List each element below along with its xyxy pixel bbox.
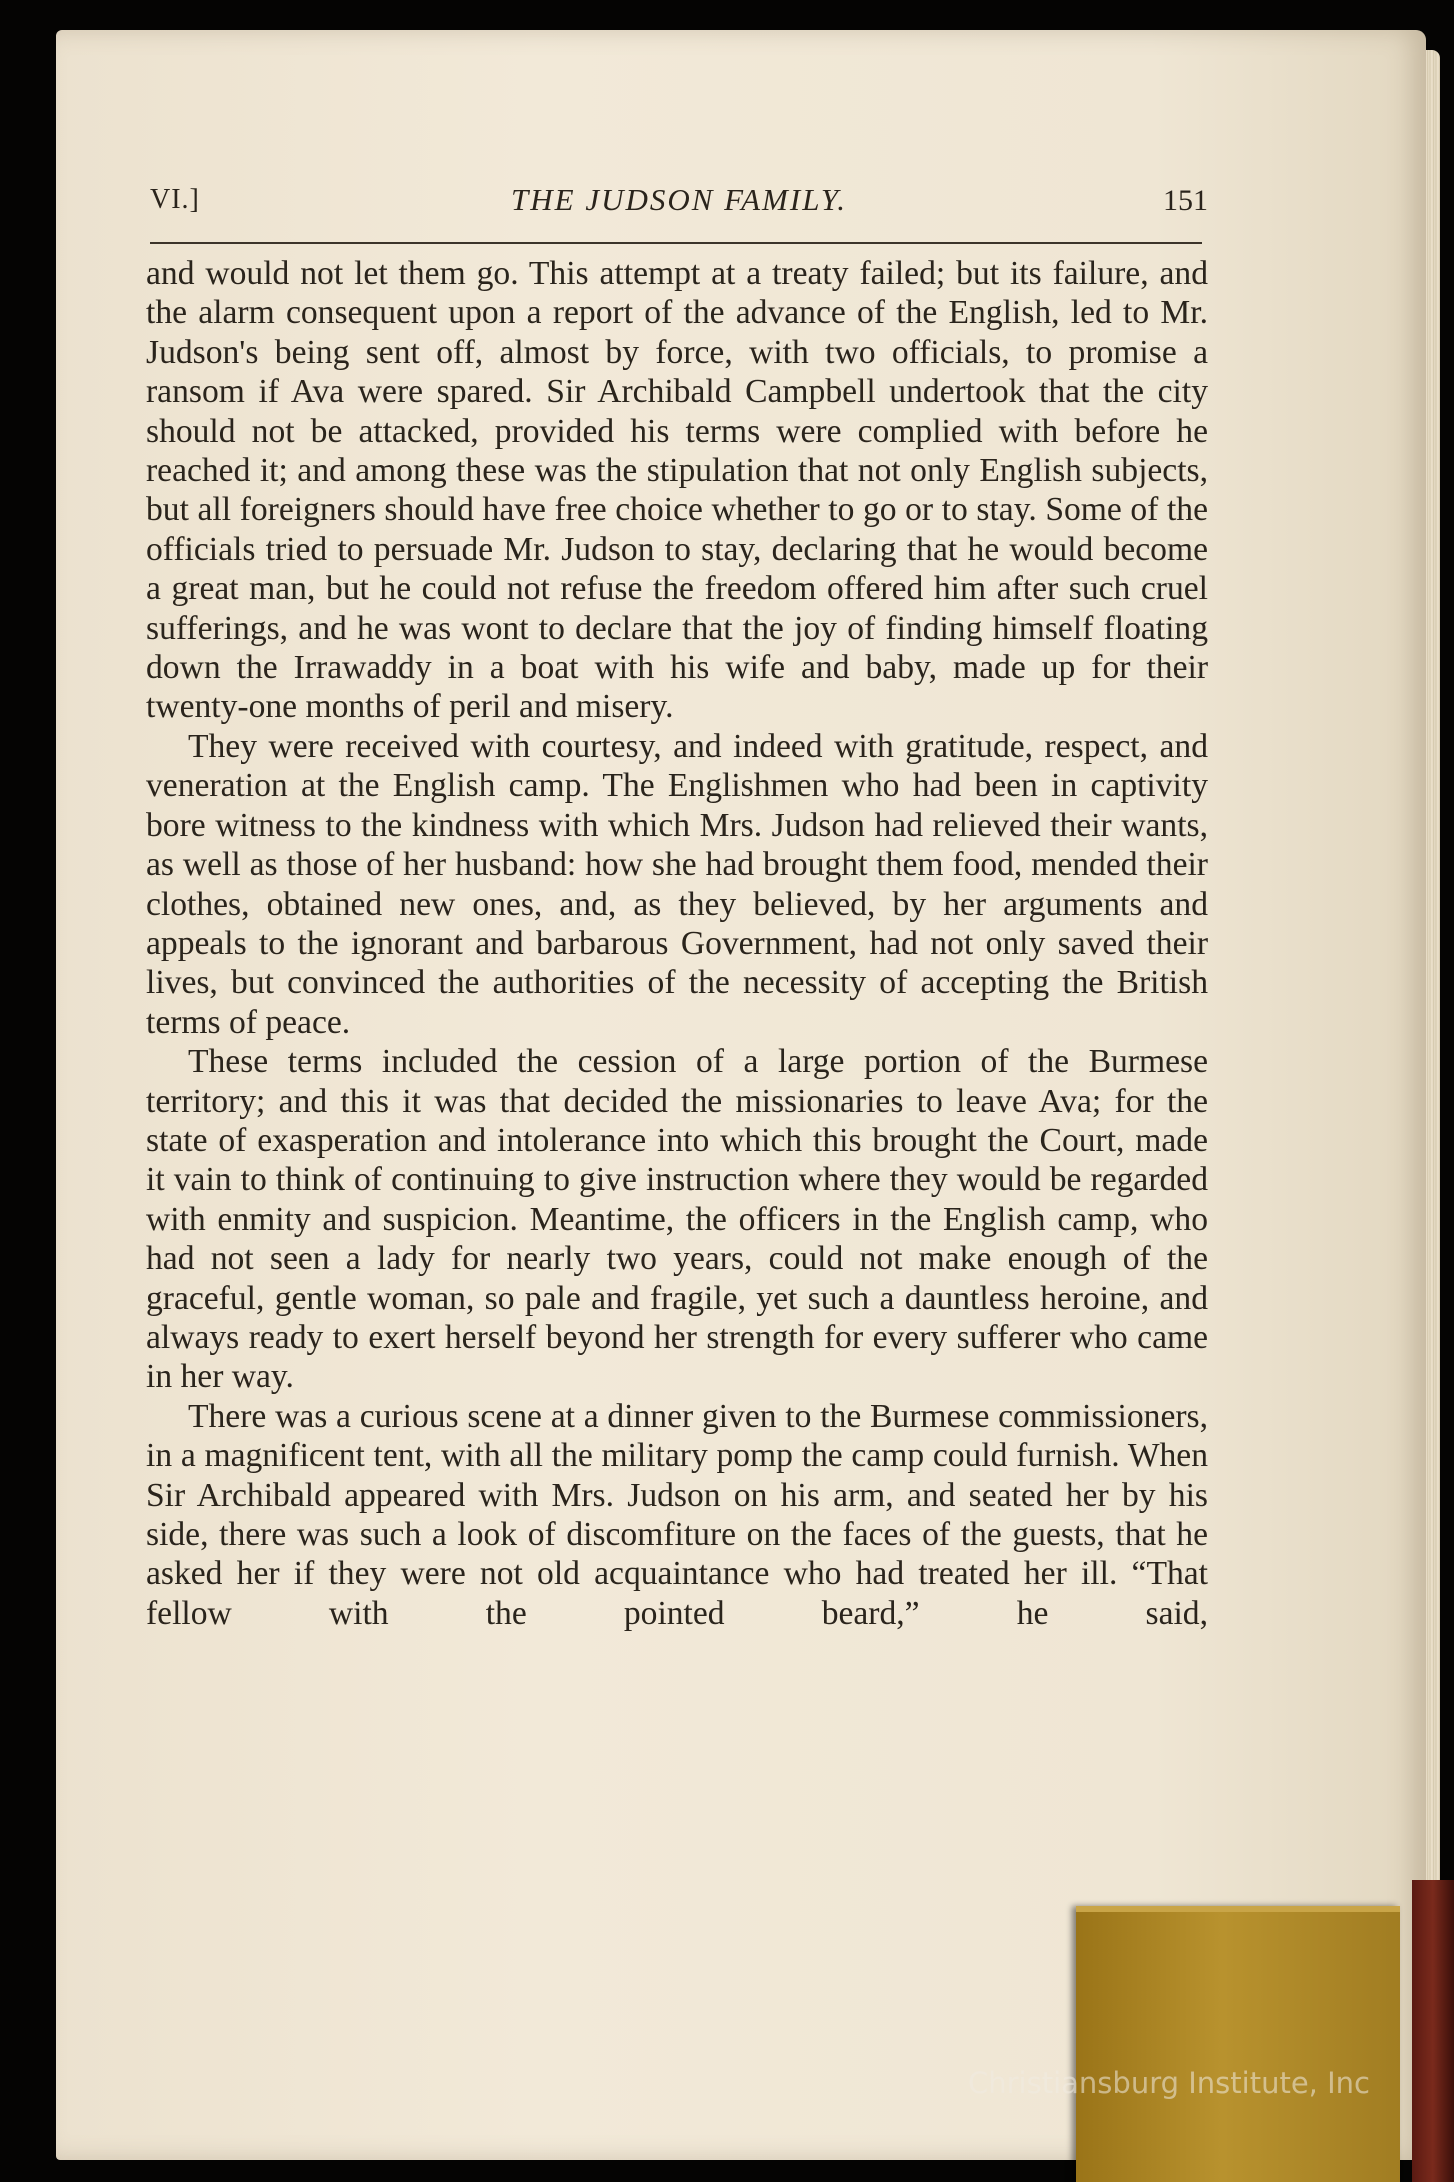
paragraph: They were received with courtesy, and indeed with gratitude, respect, and veneration at the English camp. The Englishmen who had been in captivity bore witness to the kindness with which Mrs. Judson had relieved their wants, as well as those of her husband: how she had brought them food, mended their clothes, obtained new ones, and, as they believed, by her arguments and appeals to the ignorant and barbarous Government, had not only saved their lives, but convinced the authorities of the necessity of accepting the British terms of peace. [146,727,1208,1041]
bookmark-tab [1076,1906,1400,2182]
paragraph: These terms included the cession of a large portion of the Burmese territory; and this it was that decided the missionaries to leave Ava; for the state of exasperation and intolerance into which this brought the Court, made it vain to think of continuing to give instruction where they would be regarded with enmity and suspicion. Meantime, the officers in the English camp, who had not seen a lady for nearly two years, could not make enough of the graceful, gentle woman, so pale and fragile, yet such a dauntless heroine, and always ready to exert herself beyond her strength for every sufferer who came in her way. [146,1043,1208,1396]
running-header [150,178,1208,238]
chapter-marker: VI.] [150,184,200,215]
book-cover-edge [1412,1880,1454,2182]
body-text [146,254,1208,1633]
paragraph: There was a curious scene at a dinner given to the Burmese commissioners, in a magnificent tent, with all the military pomp the camp could furnish. When Sir Archibald appeared with Mrs. Judson on his arm, and seated her by his side, there was such a look of discomfiture on the faces of the guests, that he asked her if they were not old acquaintance who had treated her ill. “That fellow with the pointed beard,” he said, [146,1397,1208,1632]
watermark: Christiansburg Institute, Inc [968,2066,1370,2100]
page-number: 151 [1163,184,1208,217]
header-rule [150,242,1202,244]
paragraph: and would not let them go. This attempt at a treaty failed; but its failure, and the alarm consequent upon a report of the advance of the English, led to Mr. Judson's being sent off, almost by force, with two officials, to promise a ransom if Ava were spared. Sir Archibald Campbell undertook that the city should not be attacked, provided his terms were complied with before he reached it; and among these was the stipulation that not only English subjects, but all foreigners should have free choice whether to go or to stay. Some of the officials tried to persuade Mr. Judson to stay, declaring that he would become a great man, but he could not refuse the freedom offered him after such cruel sufferings, and he was wont to declare that the joy of finding himself floating down the Irrawaddy in a boat with his wife and baby, made up for their twenty-one months of peril and misery. [146,255,1208,726]
running-title: THE JUDSON FAMILY. [511,182,847,217]
